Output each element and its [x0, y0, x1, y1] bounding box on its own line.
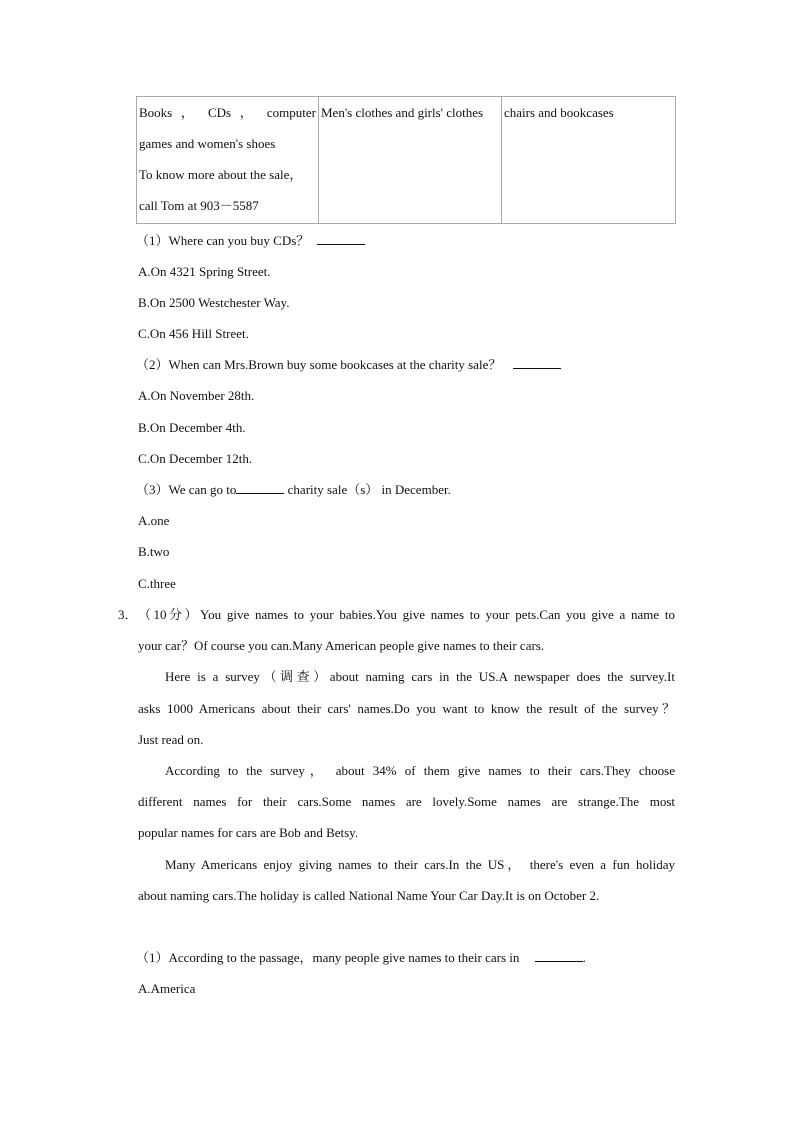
word: CDs [208, 105, 232, 120]
q2-option-b: B.On December 4th. [138, 420, 246, 435]
charity-sale-table [136, 96, 676, 224]
word: Books [139, 105, 173, 120]
cell-text: Men's clothes and girls' clothes [321, 105, 484, 120]
question-3 [136, 481, 451, 499]
q2-option-a: A.On November 28th. [138, 388, 255, 403]
sub-q1-option-a: A.America [138, 981, 196, 996]
answer-blank [513, 356, 561, 369]
passage-line: about naming cars.The holiday is called National Name Your Car Day.It is on October 2. [138, 888, 600, 903]
passage-line: asks 1000 Americans about their cars' names.Do you want to know the result of the survey？ [138, 701, 675, 716]
passage-line: Here is a survey（调查）about naming cars in the US.A newspaper does the survey.It [165, 669, 675, 684]
q3-option-c: C.three [138, 576, 176, 591]
cell-line-3: To know more about the sale， [139, 167, 303, 182]
passage-line: your car？Of course you can.Many American people give names to their cars. [138, 638, 545, 653]
passage-line: popular names for cars are Bob and Betsy. [138, 825, 359, 840]
question-stem-end: . [582, 950, 586, 965]
question-1 [136, 232, 365, 250]
question-stem: （3）We can go to [136, 482, 237, 497]
section-number: 3． [118, 607, 138, 622]
table-cell-clothes [319, 97, 502, 224]
table-cell-furniture [502, 97, 676, 224]
q3-option-a: A.one [138, 513, 170, 528]
answer-blank [317, 232, 365, 245]
cell-line-1 [139, 97, 316, 128]
table-row [137, 97, 676, 224]
answer-blank [236, 481, 284, 494]
passage-line: According to the survey， about 34% of them give names to their cars.They choose [165, 763, 675, 778]
q1-option-b: B.On 2500 Westchester Way. [138, 295, 290, 310]
passage-line: different names for their cars.Some names are lovely.Some names are strange.The most [138, 794, 675, 809]
question-2 [136, 356, 561, 374]
question-stem: （1）Where can you buy CDs？ [136, 233, 310, 248]
q2-option-c: C.On December 12th. [138, 451, 253, 466]
question-stem: （2）When can Mrs.Brown buy some bookcases at the charity sale？ [136, 357, 502, 372]
word: computer [266, 105, 316, 120]
cell-line-2: games and women's shoes [139, 136, 276, 151]
table-cell-items [137, 97, 319, 224]
sub-question-1 [136, 949, 586, 967]
q1-option-c: C.On 456 Hill Street. [138, 326, 249, 341]
passage-line: Many Americans enjoy giving names to their cars.In the US， there's even a fun holiday [165, 857, 675, 872]
question-stem: （1）According to the passage，many people give names to their cars in [136, 950, 520, 965]
passage-line: （10分）You give names to your babies.You give names to your pets.Can you give a name to [138, 607, 675, 622]
word: ， [239, 105, 259, 120]
answer-blank [535, 949, 583, 962]
cell-text: chairs and bookcases [504, 105, 614, 120]
question-stem-end: charity sale（s） in December. [284, 482, 451, 497]
cell-line-4: call Tom at 903－5587 [139, 198, 259, 213]
word: ， [180, 105, 200, 120]
passage-line: Just read on. [138, 732, 204, 747]
q1-option-a: A.On 4321 Spring Street. [138, 264, 271, 279]
q3-option-b: B.two [138, 544, 170, 559]
